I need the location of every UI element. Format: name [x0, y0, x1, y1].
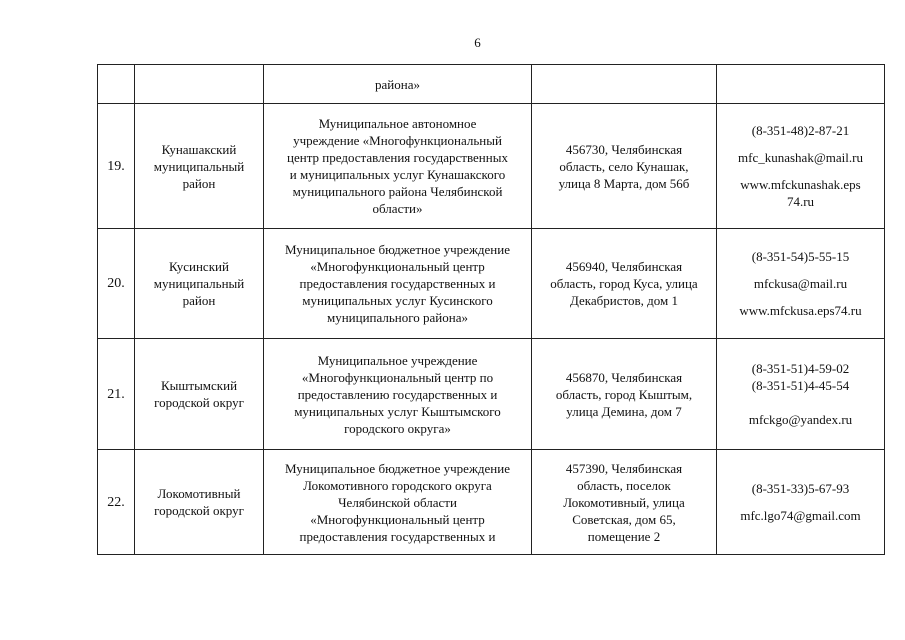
address-text: область, село Кунашак, — [559, 158, 689, 174]
table-row — [98, 104, 885, 229]
address-text: Декабристов, дом 1 — [569, 293, 679, 308]
organization-text: «Многофункциональный центр — [310, 259, 485, 274]
organization-text: Локомотивного городского округа — [303, 477, 492, 493]
organization-cell — [264, 104, 532, 229]
organization-text: центр предоставления государственных — [287, 150, 508, 165]
address-text: улица Демина, дом 7 — [566, 403, 682, 419]
contacts-cell — [717, 229, 885, 339]
contacts-cell — [717, 339, 885, 450]
row-number: 19. — [98, 104, 135, 229]
row-number: 22. — [98, 450, 135, 555]
municipality-cell — [135, 65, 264, 104]
municipality-name: район — [182, 293, 216, 308]
municipality-cell — [135, 229, 264, 339]
email-link[interactable]: mfckusa@mail.ru — [753, 276, 848, 291]
municipality-name: муниципальный — [153, 158, 245, 174]
address-text: улица 8 Марта, дом 56б — [558, 175, 690, 191]
address-cell — [532, 104, 717, 229]
address-text: помещение 2 — [587, 528, 661, 544]
organization-text: Муниципальное учреждение — [317, 352, 478, 368]
address-text: область, город Куса, улица — [550, 276, 698, 291]
organization-text: муниципального района» — [327, 310, 468, 325]
municipality-name: район — [182, 175, 216, 191]
address-text: Локомотивный, улица — [563, 494, 685, 510]
phone-number: (8-351-51)4-59-02 — [751, 361, 850, 376]
table-row-continuation — [98, 65, 885, 104]
mfc-registry-table — [97, 64, 885, 555]
address-cell — [532, 339, 717, 450]
address-text: область, поселок — [577, 477, 671, 493]
organization-text: муниципальных услуг Кыштымского — [294, 403, 501, 419]
organization-text: предоставления государственных и — [299, 276, 496, 291]
organization-cell — [264, 339, 532, 450]
website-link[interactable]: www.mfckusa.eps74.ru — [739, 303, 862, 318]
contacts-cell — [717, 104, 885, 229]
table-row — [98, 229, 885, 339]
contacts-cell — [717, 65, 885, 104]
address-text: 456730, Челябинская — [565, 141, 683, 157]
municipality-name: Кусинский — [169, 259, 229, 274]
organization-cell — [264, 229, 532, 339]
contacts-cell — [717, 450, 885, 555]
phone-number: (8-351-51)4-45-54 — [751, 378, 850, 393]
municipality-cell — [135, 104, 264, 229]
organization-text: предоставления государственных и — [299, 528, 496, 544]
email-link[interactable]: mfckgo@yandex.ru — [748, 412, 853, 427]
organization-text: городского округа» — [344, 420, 451, 436]
address-text: 456870, Челябинская — [565, 369, 683, 385]
row-number: 21. — [98, 339, 135, 450]
address-text: 456940, Челябинская — [565, 259, 683, 274]
phone-number: (8-351-54)5-55-15 — [751, 249, 850, 264]
organization-text: Челябинской области — [338, 494, 457, 510]
address-text: область, город Кыштым, — [555, 386, 693, 402]
address-cell — [532, 65, 717, 104]
organization-text: учреждение «Многофункциональный — [293, 133, 502, 148]
email-link[interactable]: mfc_kunashak@mail.ru — [738, 150, 863, 165]
municipality-name: Кунашакский — [161, 141, 237, 157]
organization-cell — [264, 450, 532, 555]
website-link[interactable]: www.mfckunashak.eps — [740, 177, 861, 192]
number-cell — [98, 65, 135, 104]
table-row — [98, 450, 885, 555]
address-text: Советская, дом 65, — [572, 511, 676, 527]
municipality-name: городской округ — [154, 395, 244, 410]
organization-text: «Многофункциональный центр — [310, 511, 485, 527]
organization-text: области» — [372, 201, 423, 216]
address-cell — [532, 450, 717, 555]
phone-number: (8-351-33)5-67-93 — [751, 481, 850, 496]
municipality-cell — [135, 339, 264, 450]
table-row — [98, 339, 885, 450]
website-link[interactable]: 74.ru — [786, 194, 815, 209]
organization-text: предоставлению государственных и — [297, 386, 498, 402]
phone-number: (8-351-48)2-87-21 — [751, 123, 850, 138]
email-link[interactable]: mfc.lgo74@gmail.com — [740, 508, 861, 523]
organization-text: муниципального района Челябинской — [292, 184, 503, 199]
page-number: 6 — [474, 35, 481, 50]
row-number: 20. — [98, 229, 135, 339]
municipality-name: Кыштымский — [160, 378, 238, 393]
municipality-name: муниципальный — [153, 276, 245, 291]
organization-text: Муниципальное бюджетное учреждение — [285, 460, 510, 476]
municipality-name: городской округ — [154, 503, 244, 518]
organization-text: «Многофункциональный центр по — [301, 369, 494, 385]
organization-cell — [264, 65, 532, 104]
municipality-cell — [135, 450, 264, 555]
organization-text: и муниципальных услуг Кунашакского — [289, 167, 506, 182]
organization-text: Муниципальное бюджетное учреждение — [285, 242, 510, 257]
address-cell — [532, 229, 717, 339]
organization-text: муниципальных услуг Кусинского — [302, 293, 493, 308]
address-text: 457390, Челябинская — [565, 460, 683, 476]
organization-text: Муниципальное автономное — [318, 116, 477, 131]
organization-text: района» — [375, 76, 420, 92]
municipality-name: Локомотивный — [157, 486, 241, 501]
